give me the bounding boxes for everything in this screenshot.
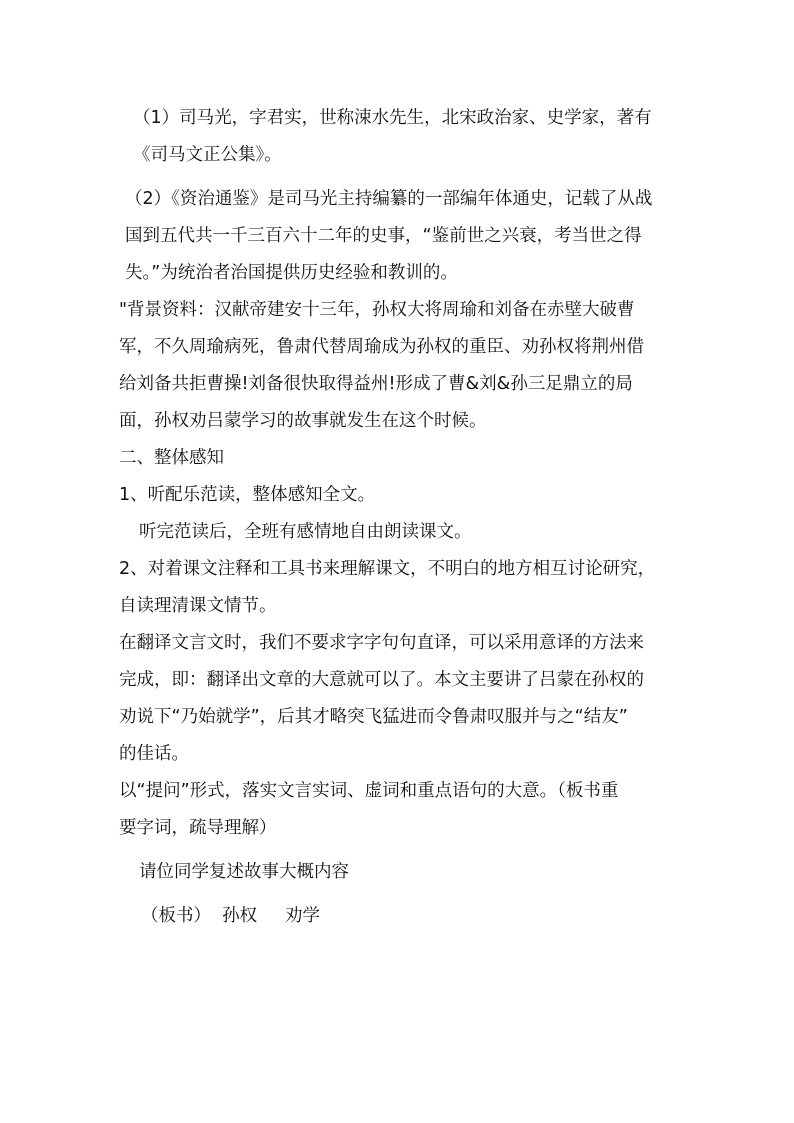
text-line: 军，不久周瑜病死，鲁肃代替周瑜成为孙权的重臣、劝孙权将荆州借 [119, 337, 644, 357]
text-line: 失。”为统治者治国提供历史经验和教训的。 [125, 263, 458, 283]
text-line: 请位同学复述故事大概内容 [139, 862, 349, 882]
text-line: （板书） 孙权 劝学 [141, 906, 320, 926]
text-line: 2、对着课文注释和工具书来理解课文，不明白的地方相互讨论研究， [119, 559, 656, 579]
text-line: 以“提问”形式，落实文言实词、虚词和重点语句的大意。（板书重 [119, 781, 619, 801]
paragraph-zizhi-tongjian [119, 181, 679, 292]
text-line: 完成，即：翻译出文章的大意就可以了。本文主要讲了吕蒙在孙权的 [119, 670, 644, 690]
paragraph-retell-story [119, 854, 679, 891]
paragraph-question-format [119, 773, 679, 847]
document-body [119, 100, 679, 935]
paragraph-translation-method [119, 625, 679, 773]
text-line: 1、听配乐范读，整体感知全文。 [119, 485, 376, 505]
text-line: （1）司马光，字君实，世称涑水先生，北宋政治家、史学家，著有 [133, 108, 652, 128]
text-line: 给刘备共拒曹操!刘备很快取得益州!形成了曹&刘&孙三足鼎立的局 [119, 374, 633, 394]
text-line: 的佳话。 [119, 744, 189, 764]
paragraph-step-2 [119, 551, 679, 625]
text-line: 国到五代共一千三百六十二年的史事，“鉴前世之兴衰，考当世之得 [125, 226, 642, 246]
paragraph-sima-guang-intro [119, 100, 679, 174]
paragraph-board-writing [119, 898, 679, 935]
text-line: 《司马文正公集》。 [133, 145, 282, 165]
text-line: 劝说下“乃始就学”，后其才略突飞猛进而令鲁肃叹服并与之“结友” [119, 707, 628, 727]
paragraph-background-info [119, 292, 679, 440]
paragraph-free-reading [119, 514, 679, 551]
text-line: 听完范读后，全班有感情地自由朗读课文。 [139, 522, 472, 542]
section-heading-overall-perception [119, 440, 679, 477]
text-line: 二、整体感知 [119, 448, 224, 468]
text-line: 要字词，疏导理解） [119, 818, 277, 838]
text-line: 自读理清课文情节。 [119, 596, 277, 616]
text-line: （2）《资治通鉴》是司马光主持编纂的一部编年体通史，记载了从战 [125, 189, 653, 209]
text-line: "背景资料：汉献帝建安十三年，孙权大将周瑜和刘备在赤壁大破曹 [119, 300, 635, 320]
text-line: 在翻译文言文时，我们不要求字字句句直译，可以采用意译的方法来 [119, 633, 644, 653]
paragraph-step-1 [119, 477, 679, 514]
text-line: 面，孙权劝吕蒙学习的故事就发生在这个时候。 [119, 411, 487, 431]
